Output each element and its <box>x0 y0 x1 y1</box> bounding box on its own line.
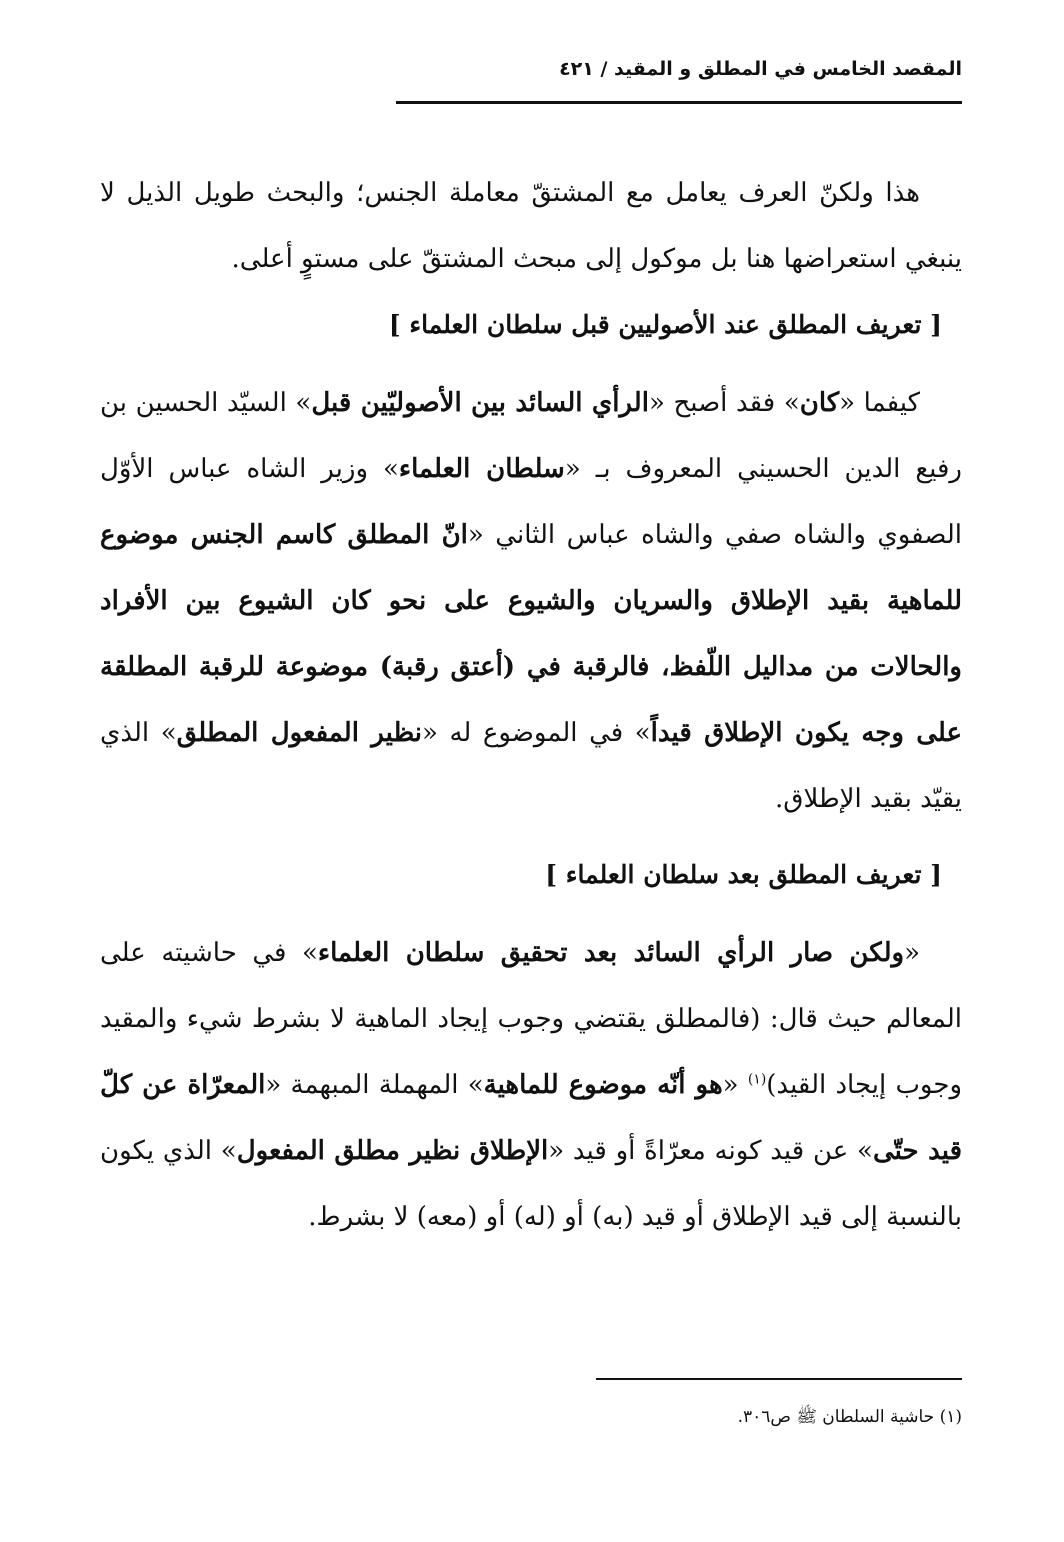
p2-s5: » في الموضوع له « <box>422 718 651 748</box>
p2-b5: نظير المفعول المطلق <box>176 718 423 748</box>
body-text <box>100 160 962 1250</box>
footnote-ref[interactable]: (١) <box>747 1071 767 1088</box>
p2-s6: » الذي يقيّد بقيد الإطلاق. <box>100 718 962 814</box>
p3-b1: ولكن صار الرأي السائد بعد تحقيق سلطان العلماء <box>317 938 905 968</box>
section-heading-before: [ تعريف المطلق عند الأصوليين قبل سلطان العلماء ] <box>388 310 942 339</box>
p3-s1: « <box>904 938 920 968</box>
p3-s5: » عن قيد كونه معرّاةً أو قيد « <box>548 1136 873 1166</box>
p3-b4: الإطلاق نظير مطلق المفعول <box>236 1136 549 1166</box>
p2-b2: الرأي السائد بين الأصوليّين قبل <box>311 388 649 418</box>
footnote: (١) حاشية السلطان ﷺ ص٣٠٦. <box>737 1407 962 1427</box>
running-header: المقصد الخامس في المطلق و المقيد / ٤٢١ <box>559 58 962 80</box>
section-heading-after: [ تعريف المطلق بعد سلطان العلماء ] <box>545 860 942 889</box>
p3-b2: هو أنّه موضوع للماهية <box>483 1070 723 1100</box>
p2-s4: » وزير الشاه عباس الأوّل الصفوي والشاه صفي والشاه عباس الثاني « <box>100 454 962 550</box>
p3-s4: » المهملة المبهمة « <box>265 1070 484 1100</box>
paragraph-3 <box>100 920 962 1250</box>
footnote-rule <box>596 1378 962 1380</box>
p3-b3: المعرّاة عن كلّ قيد حتّى <box>100 1070 962 1166</box>
p2-s2: » فقد أصبح « <box>648 388 800 418</box>
p2-s3: » السيّد الحسين بن رفيع الدين الحسيني المعروف بـ « <box>100 388 962 484</box>
p3-s2: » في حاشيته على المعالم حيث قال: (فالمطلق يقتضي وجوب إيجاد الماهية لا بشرط شيء والمقيد وجوب إيجاد القيد) <box>100 938 962 1100</box>
p3-s6: » الذي يكون بالنسبة إلى قيد الإطلاق أو قيد (به) أو (له) أو (معه) لا بشرط. <box>100 1136 962 1232</box>
paragraph-1: هذا ولكنّ العرف يعامل مع المشتقّ معاملة الجنس؛ والبحث طويل الذيل لا ينبغي استعراضها هنا بل موكول إلى مبحث المشتقّ على مستوٍ أعلى. <box>100 178 962 274</box>
p2-b1: كان <box>799 388 840 418</box>
header-rule <box>396 101 962 104</box>
paragraph-2 <box>100 370 962 832</box>
p2-s1: كيفما « <box>839 388 920 418</box>
p2-b4: انّ المطلق كاسم الجنس موضوع للماهية بقيد الإطلاق والسريان والشيوع على نحو كان الشيوع بين الأفراد والحالات من مداليل اللّفظ، فالرقبة في (أعتق رقبة) موضوعة للرقبة المطلقة على وجه يكون الإطلاق قيداً <box>100 520 963 748</box>
p3-s3: « <box>722 1070 748 1100</box>
book-page <box>100 0 962 1542</box>
p2-b3: سلطان العلماء <box>398 454 565 484</box>
